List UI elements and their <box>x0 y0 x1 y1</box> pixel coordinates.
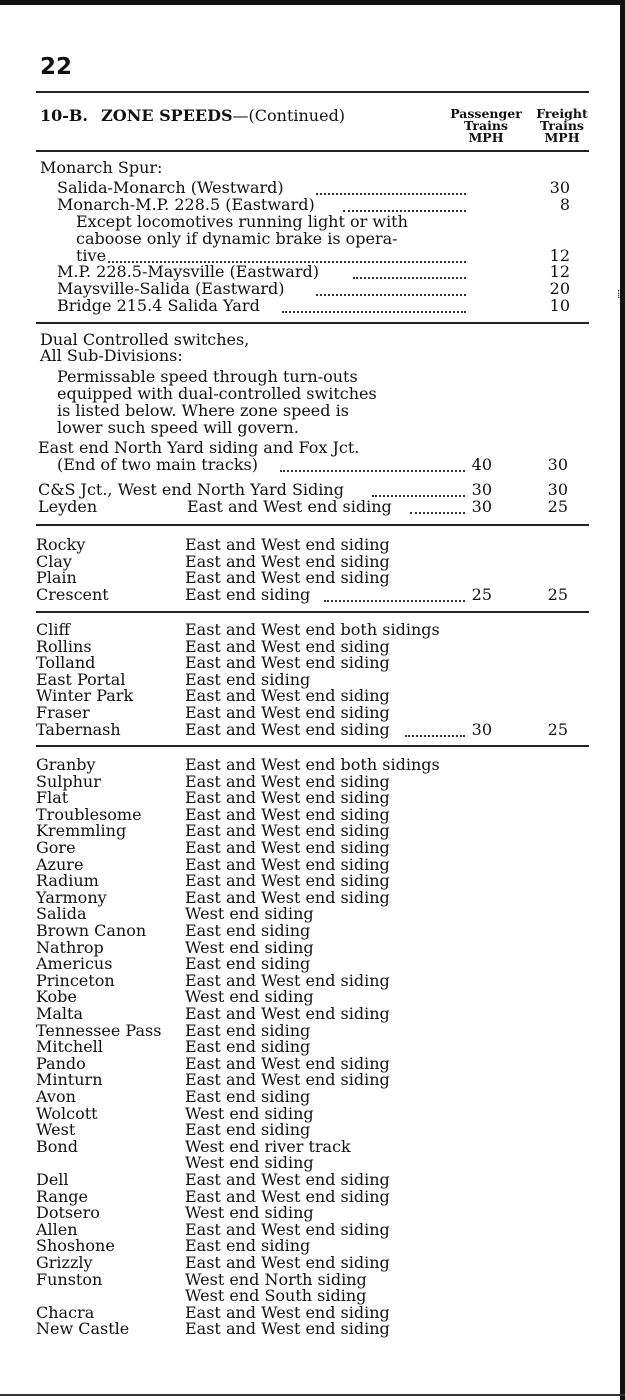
siding-desc: West end siding <box>185 937 314 957</box>
station-name: Avon <box>36 1087 76 1106</box>
siding-desc: West end South siding <box>185 1286 367 1306</box>
station-passenger-speed: 30 <box>471 719 492 739</box>
east-end-leader <box>280 468 465 472</box>
station-name: Troublesome <box>36 804 142 824</box>
freight-column-header <box>530 108 594 144</box>
monarch-row-text: Bridge 215.4 Salida Yard <box>57 296 260 315</box>
station-name: West <box>36 1120 76 1140</box>
station-name: Tabernash <box>36 719 121 739</box>
station-name: Shoshone <box>36 1236 115 1256</box>
dual-note-line: lower such speed will govern. <box>57 418 299 437</box>
leader-dots <box>405 733 465 737</box>
east-end-line-2: (End of two main tracks) <box>57 455 258 474</box>
station-freight-speed: 25 <box>547 584 568 604</box>
siding-desc: West end siding <box>185 904 314 924</box>
leader-dots <box>353 275 466 279</box>
dual-note-line: equipped with dual-controlled switches <box>57 384 377 403</box>
station-name: Mitchell <box>36 1037 103 1057</box>
station-name: Granby <box>36 755 96 774</box>
dual-note-line: Permissable speed through turn-outs <box>57 367 358 386</box>
cs-jct-text: C&S Jct., West end North Yard Siding <box>38 480 344 499</box>
monarch-row-freight-speed: 12 <box>549 262 570 281</box>
siding-desc: East and West end siding <box>185 1319 390 1339</box>
siding-desc: East and West end siding <box>185 1253 390 1272</box>
section-title <box>40 106 345 125</box>
siding-desc: East and West end both sidings <box>185 620 440 639</box>
station-name: Tennessee Pass <box>36 1020 162 1040</box>
station-name: Allen <box>36 1219 78 1239</box>
east-end-freight-speed: 30 <box>547 455 568 474</box>
siding-desc: West end North siding <box>185 1269 367 1289</box>
monarch-row-freight-speed: 12 <box>549 246 570 265</box>
monarch-row-freight-speed: 20 <box>549 279 570 298</box>
header-rule <box>36 91 589 93</box>
east-end-passenger-speed: 40 <box>471 455 492 474</box>
column-header-rule <box>36 150 589 152</box>
section-name: ZONE SPEEDS <box>101 106 233 125</box>
siding-desc: East and West end siding <box>185 821 390 841</box>
siding-desc: East end siding <box>185 1087 311 1106</box>
siding-desc: East and West end siding <box>185 1186 390 1206</box>
siding-desc: West end river track <box>185 1136 351 1156</box>
station-name: Chacra <box>36 1302 95 1322</box>
cs-jct-freight-speed: 30 <box>547 480 568 499</box>
station-name: Cliff <box>36 620 70 639</box>
monarch-row-text: caboose only if dynamic brake is opera- <box>76 229 398 248</box>
freight-head-line-1: Freight <box>536 106 588 121</box>
leader-dots <box>282 309 466 313</box>
monarch-row-freight-speed: 10 <box>549 296 570 315</box>
siding-desc: East and West end siding <box>185 887 390 907</box>
page-border-right <box>620 0 625 1400</box>
station-name: Range <box>36 1186 88 1206</box>
station-name: Nathrop <box>36 937 104 957</box>
siding-desc: East and West end siding <box>185 970 390 990</box>
station-freight-speed: 25 <box>547 719 568 739</box>
station-name: Fraser <box>36 703 90 722</box>
passenger-column-header <box>446 108 526 144</box>
siding-desc: East and West end siding <box>185 1302 390 1322</box>
station-name: Radium <box>36 871 99 891</box>
station-name: Salida <box>36 904 87 924</box>
siding-desc: West end siding <box>185 1103 314 1123</box>
station-name: Rollins <box>36 636 92 656</box>
siding-desc: East and West end siding <box>185 1004 390 1023</box>
siding-desc: East end siding <box>185 1120 311 1140</box>
section-suffix: —(Continued) <box>232 106 346 125</box>
station-name: Sulphur <box>36 771 101 791</box>
monarch-row-text: Except locomotives running light or with <box>76 212 408 231</box>
siding-desc: East and West end siding <box>185 686 390 706</box>
section-code: 10-B. <box>40 106 88 125</box>
siding-desc: East and West end both sidings <box>185 755 440 774</box>
monarch-row-freight-speed: 30 <box>549 178 570 197</box>
passenger-head-line-2: Trains <box>464 118 508 133</box>
freight-head-line-3: MPH <box>544 130 580 145</box>
leyden-freight-speed: 25 <box>547 497 568 516</box>
siding-desc: West end siding <box>185 1153 314 1173</box>
siding-desc: East and West end siding <box>185 838 390 857</box>
station-name: Bond <box>36 1136 78 1156</box>
siding-desc: East and West end siding <box>185 568 390 588</box>
station-name: Gore <box>36 838 76 857</box>
siding-desc: East and West end siding <box>185 703 390 722</box>
siding-desc: East and West end siding <box>185 1053 390 1073</box>
monarch-row-text: M.P. 228.5-Maysville (Eastward) <box>57 262 319 281</box>
siding-desc: East and West end siding <box>185 871 390 891</box>
siding-desc: East and West end siding <box>185 804 390 824</box>
monarch-heading: Monarch Spur: <box>40 158 163 177</box>
page-number: 22 <box>40 54 73 80</box>
dual-heading-2: All Sub-Divisions: <box>40 346 183 365</box>
siding-desc: East and West end siding <box>185 1070 390 1090</box>
siding-desc: East and West end siding <box>185 719 390 739</box>
station-name: Crescent <box>36 584 109 604</box>
station-name: Brown Canon <box>36 921 147 940</box>
siding-desc: East end siding <box>185 1236 311 1256</box>
siding-desc: East and West end siding <box>185 788 390 808</box>
group1-rule <box>36 524 589 526</box>
siding-desc: East end siding <box>185 584 311 604</box>
station-name: Tolland <box>36 653 96 673</box>
station-name: Winter Park <box>36 686 134 706</box>
leader-dots <box>316 191 466 195</box>
station-name: East Portal <box>36 669 126 689</box>
station-name: Minturn <box>36 1070 103 1090</box>
leader-dots <box>316 292 466 296</box>
monarch-row-text: Monarch-M.P. 228.5 (Eastward) <box>57 195 315 214</box>
station-name: Kobe <box>36 987 77 1007</box>
dual-note-line: is listed below. Where zone speed is <box>57 401 349 420</box>
monarch-row-text: tive <box>76 246 107 265</box>
siding-desc: East end siding <box>185 954 311 974</box>
station-name: Americus <box>36 954 113 974</box>
section-rule <box>36 322 589 324</box>
station-name: Dell <box>36 1170 69 1189</box>
siding-desc: East end siding <box>185 921 311 940</box>
siding-desc: East and West end siding <box>185 1219 390 1239</box>
page-border-bottom <box>0 1394 625 1396</box>
station-name: Pando <box>36 1053 86 1073</box>
margin-mark: ⁞ <box>617 287 621 301</box>
station-name: Clay <box>36 551 72 571</box>
station-name: Malta <box>36 1004 84 1023</box>
siding-desc: East end siding <box>185 1037 311 1057</box>
monarch-row-text: Maysville-Salida (Eastward) <box>57 279 285 298</box>
monarch-row-text: Salida-Monarch (Westward) <box>57 178 284 197</box>
group3-rule <box>36 745 589 747</box>
freight-head-line-2: Trains <box>540 118 584 133</box>
station-name: Grizzly <box>36 1253 93 1272</box>
siding-desc: West end siding <box>185 1203 314 1223</box>
siding-desc: East and West end siding <box>185 653 390 673</box>
station-name: Azure <box>36 854 84 874</box>
cs-jct-passenger-speed: 30 <box>471 480 492 499</box>
siding-desc: West end siding <box>185 987 314 1007</box>
station-name: Rocky <box>36 535 86 554</box>
leyden-passenger-speed: 30 <box>471 497 492 516</box>
passenger-head-line-3: MPH <box>468 130 504 145</box>
leyden-leader <box>410 510 465 514</box>
station-name: Wolcott <box>36 1103 98 1123</box>
group2-rule <box>36 611 589 613</box>
siding-desc: East and West end siding <box>185 1170 390 1189</box>
station-name: Plain <box>36 568 77 588</box>
station-name: New Castle <box>36 1319 130 1339</box>
station-name: Yarmony <box>36 887 107 907</box>
leader-dots <box>324 598 465 602</box>
siding-desc: East and West end siding <box>185 636 390 656</box>
monarch-row-freight-speed: 8 <box>559 195 570 214</box>
siding-desc: East and West end siding <box>185 535 390 554</box>
station-name: Flat <box>36 788 69 808</box>
siding-desc: East and West end siding <box>185 854 390 874</box>
east-end-line-1: East end North Yard siding and Fox Jct. <box>38 438 360 457</box>
station-passenger-speed: 25 <box>471 584 492 604</box>
siding-desc: East end siding <box>185 1020 311 1040</box>
siding-desc: East and West end siding <box>185 551 390 571</box>
station-name: Kremmling <box>36 821 127 841</box>
page-border-top <box>0 0 625 5</box>
dual-heading-1: Dual Controlled switches, <box>40 330 250 349</box>
station-name: Dotsero <box>36 1203 100 1223</box>
leyden-name: Leyden <box>38 497 98 516</box>
leyden-desc: East and West end siding <box>187 497 392 516</box>
siding-desc: East and West end siding <box>185 771 390 791</box>
siding-desc: East end siding <box>185 669 311 689</box>
station-name: Funston <box>36 1269 103 1289</box>
station-name: Princeton <box>36 970 115 990</box>
passenger-head-line-1: Passenger <box>450 106 522 121</box>
